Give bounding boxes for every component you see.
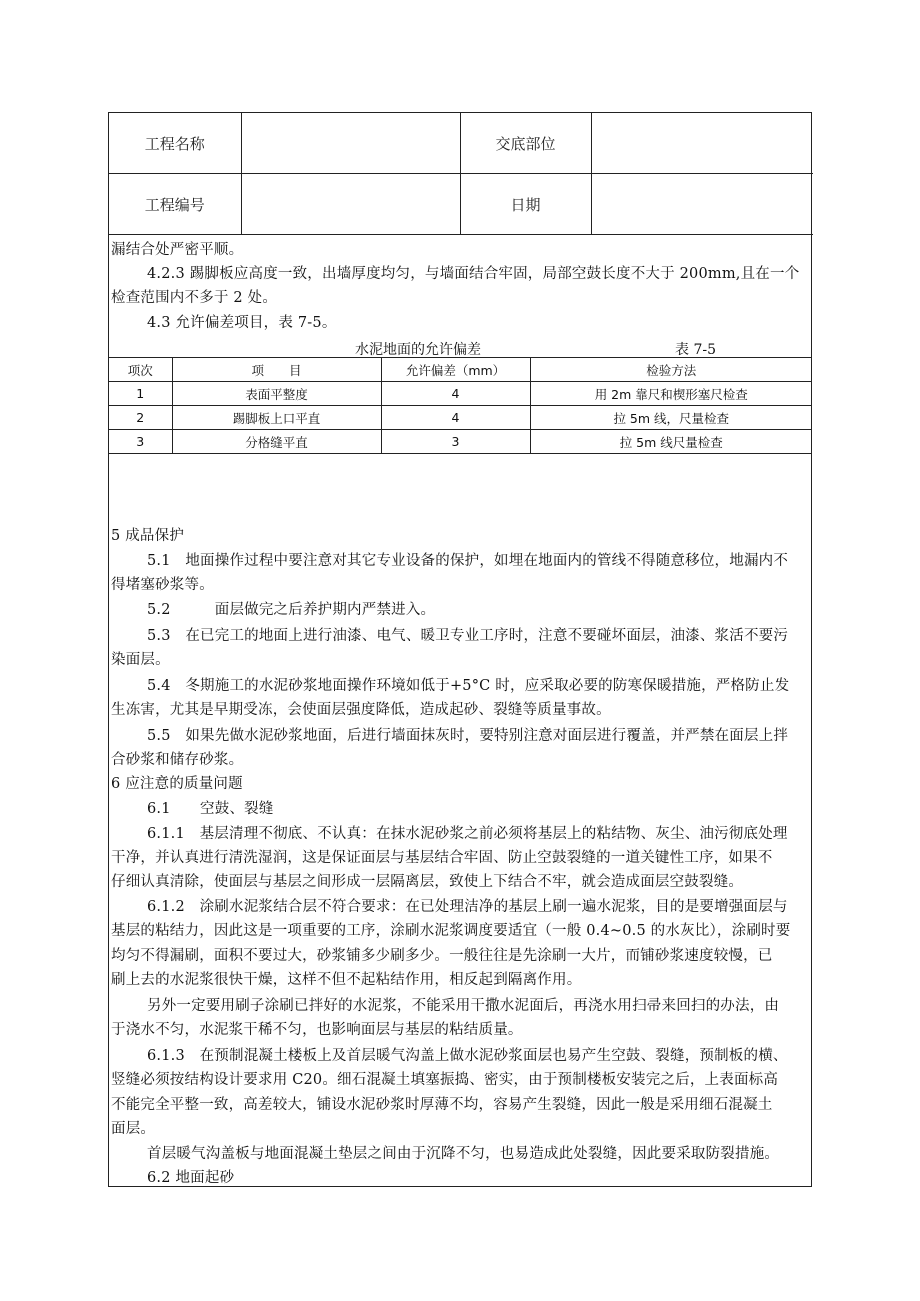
- text-line: 漏结合处严密平顺。: [111, 242, 244, 258]
- table-cell: 分格缝平直: [172, 430, 381, 454]
- col-header: 项次: [109, 358, 172, 382]
- text-line: 得堵塞砂浆等。: [111, 577, 214, 593]
- table-header-row: [109, 358, 812, 382]
- text-line: 均匀不得漏刷，面积不要过大，砂浆铺多少刷多少。一般往往是先涂刷一大片，而铺砂浆速度较慢，已: [111, 948, 773, 964]
- table-row: [109, 406, 812, 430]
- text-line: 刷上去的水泥浆很快干燥，这样不但不起粘结作用，相反起到隔离作用。: [111, 972, 582, 988]
- text-line: 合砂浆和储存砂浆。: [111, 752, 244, 768]
- table-cell: 踢脚板上口平直: [172, 406, 381, 430]
- text-line: 生冻害，尤其是早期受冻，会使面层强度降低，造成起砂、裂缝等质量事故。: [111, 702, 611, 718]
- table-caption: [109, 339, 813, 359]
- text-line: 另外一定要用刷子涂刷已拌好的水泥浆，不能采用干撒水泥面后，再浇水用扫帚来回扫的办法，由: [147, 998, 780, 1014]
- text-line: 6.1.1 基层清理不彻底、不认真：在抹水泥砂浆之前必须将基层上的粘结物、灰尘、油污彻底处理: [147, 826, 788, 842]
- text-line: 5.5 如果先做水泥砂浆地面，后进行墙面抹灰时，要特别注意对面层进行覆盖，并严禁在面层上拌: [147, 728, 789, 744]
- location-label: 交底部位: [460, 113, 591, 174]
- section-heading: 5 成品保护: [111, 528, 185, 544]
- table-cell: 3: [381, 430, 530, 454]
- project-no-value: [241, 174, 460, 235]
- col-header: 检验方法: [530, 358, 812, 382]
- table-row: [109, 382, 812, 406]
- table-cell: 1: [109, 382, 172, 406]
- section-heading: 6.2 地面起砂: [147, 1170, 235, 1186]
- col-header: 项 目: [172, 358, 381, 382]
- text-line: 检查范围内不多于 2 处。: [111, 290, 278, 306]
- section-heading: 6 应注意的质量问题: [111, 776, 243, 792]
- table-cell: 拉 5m 线尺量检查: [530, 430, 812, 454]
- text-line: 面层。: [111, 1121, 156, 1137]
- table-caption-number: 表 7-5: [675, 342, 716, 358]
- table-cell: 用 2m 靠尺和楔形塞尺检查: [530, 382, 812, 406]
- info-header-table: [109, 113, 813, 235]
- text-line: 4.3 允许偏差项目，表 7-5。: [147, 315, 337, 331]
- col-header: 允许偏差（mm）: [381, 358, 530, 382]
- tolerance-table: [109, 357, 812, 454]
- text-line: 不能完全平整一致，高差较大，铺设水泥砂浆时厚薄不均，容易产生裂缝，因此一般是采用细石混凝土: [111, 1097, 773, 1113]
- table-cell: 拉 5m 线，尺量检查: [530, 406, 812, 430]
- project-no-label: 工程编号: [109, 174, 241, 235]
- text-line: 于浇水不匀，水泥浆干稀不匀，也影响面层与基层的粘结质量。: [111, 1022, 523, 1038]
- date-value: [591, 174, 813, 235]
- table-row: [109, 430, 812, 454]
- document-frame: [108, 112, 812, 1187]
- table-cell: 4: [381, 382, 530, 406]
- text-line: 5.3 在已完工的地面上进行油漆、电气、暖卫专业工序时，注意不要碰坏面层，油漆、浆活不要污: [147, 628, 789, 644]
- text-line: 6.1 空鼓、裂缝: [147, 801, 274, 817]
- project-name-value: [241, 113, 460, 174]
- text-line: 竖缝必须按结构设计要求用 C20。细石混凝土填塞振捣、密实，由于预制楼板安装完之后，上表面标高: [111, 1072, 779, 1088]
- text-line: 5.4 冬期施工的水泥砂浆地面操作环境如低于+5°C 时，应采取必要的防寒保暖措施，严格防止发: [147, 678, 790, 694]
- text-line: 仔细认真清除，使面层与基层之间形成一层隔离层，致使上下结合不牢，就会造成面层空鼓裂缝。: [111, 874, 744, 890]
- location-value: [591, 113, 813, 174]
- table-cell: 表面平整度: [172, 382, 381, 406]
- text-line: 5.1 地面操作过程中要注意对其它专业设备的保护，如埋在地面内的管线不得随意移位，地漏内不: [147, 553, 789, 569]
- text-line: 基层的粘结力，因此这是一项重要的工序，涂刷水泥浆调度要适宜（一般 0.4~0.5 的水灰比），涂刷时要: [111, 923, 791, 939]
- text-line: 5.2 面层做完之后养护期内严禁进入。: [147, 602, 436, 618]
- text-line: 首层暖气沟盖板与地面混凝土垫层之间由于沉降不匀，也易造成此处裂缝，因此要采取防裂措施。: [147, 1146, 780, 1162]
- text-line: 染面层。: [111, 652, 170, 668]
- text-line: 4.2.3 踢脚板应高度一致，出墙厚度均匀，与墙面结合牢固，局部空鼓长度不大于 200mm,且在一个: [147, 266, 800, 282]
- project-name-label: 工程名称: [109, 113, 241, 174]
- date-label: 日期: [460, 174, 591, 235]
- table-caption-title: 水泥地面的允许偏差: [355, 342, 481, 358]
- table-cell: 3: [109, 430, 172, 454]
- text-line: 6.1.3 在预制混凝土楼板上及首层暖气沟盖上做水泥砂浆面层也易产生空鼓、裂缝，预制板的横、: [147, 1048, 788, 1064]
- text-line: 干净，并认真进行清洗湿润，这是保证面层与基层结合牢固、防止空鼓裂缝的一道关键性工序，如果不: [111, 850, 773, 866]
- table-cell: 2: [109, 406, 172, 430]
- table-cell: 4: [381, 406, 530, 430]
- text-line: 6.1.2 涂刷水泥浆结合层不符合要求：在已处理洁净的基层上刷一遍水泥浆，目的是要增强面层与: [147, 899, 788, 915]
